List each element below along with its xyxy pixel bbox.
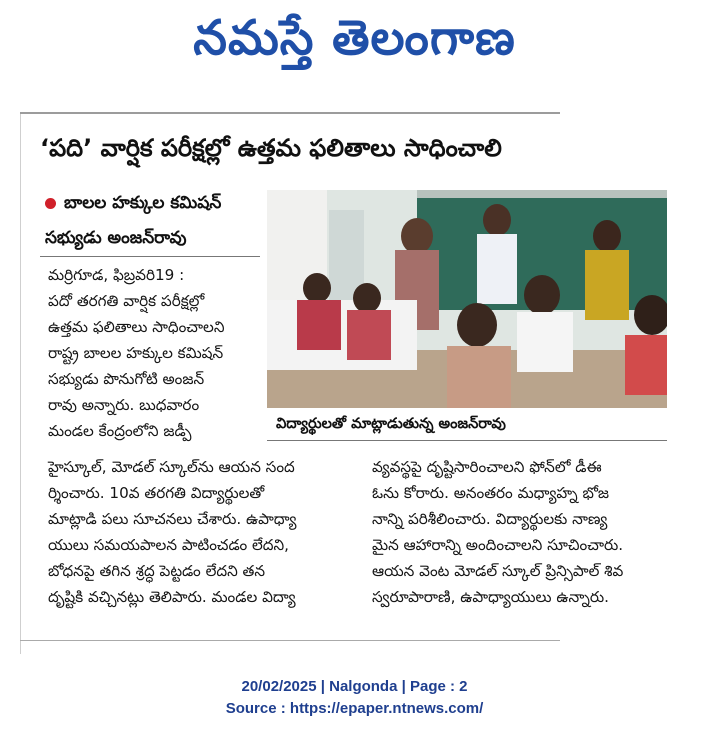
- text-line: వ్యవస్థపై దృష్టిసారించాలని ఫోన్‌లో డీఈ: [372, 458, 602, 476]
- red-bullet-icon: [45, 198, 56, 209]
- text-line: నాన్ని పరిశీలించారు. విద్యార్థులకు నాణ్య: [372, 510, 608, 528]
- text-line: మర్రిగూడ, ఫిబ్రవరి19 :: [48, 266, 185, 284]
- article-subhead-line-2: సభ్యుడు అంజన్‌రావు: [45, 228, 187, 248]
- text-line: ర్శించారు. 10వ తరగతి విద్యార్థులతో: [48, 484, 265, 502]
- article-column-2: [372, 454, 623, 610]
- newspaper-masthead: నమస్తే తెలంగాణ: [193, 10, 516, 66]
- cropped-text-fragment: [240, 655, 330, 656]
- article-column-1-bottom: [48, 454, 297, 610]
- next-article-stub: [240, 648, 330, 656]
- text-line: యులు సమయపాలన పాటించడం లేదని,: [48, 536, 289, 554]
- masthead-divider: [20, 112, 560, 114]
- text-line: బోధనపై తగిన శ్రద్ధ పెట్టడం లేదని తన: [48, 562, 266, 580]
- subhead-divider: [40, 256, 260, 257]
- text-line: మండల కేంద్రంలోని జడ్పీ: [48, 422, 192, 440]
- page-margin-line: [20, 114, 21, 654]
- text-line: హైస్కూల్, మోడల్ స్కూల్‌ను ఆయన సంద: [48, 458, 295, 476]
- text-line: మైన ఆహారాన్ని అందించాలని సూచించారు.: [372, 536, 624, 554]
- text-line: మాట్లాడి పలు సూచనలు చేశారు. ఉపాధ్యా: [48, 510, 297, 528]
- article-headline: ‘పది’ వార్షిక పరీక్షల్లో ఉత్తమ ఫలితాలు సాధించాలి: [40, 134, 502, 162]
- text-line: దృష్టికి వచ్చినట్లు తెలిపారు. మండల విద్యా: [48, 588, 296, 606]
- photo-caption: విద్యార్థులతో మాట్లాడుతున్న అంజన్‌రావు: [276, 416, 506, 432]
- text-line: ఆయన వెంట మోడల్ స్కూల్ ప్రిన్సిపాల్ శివ: [372, 562, 624, 580]
- article-column-1-top: [48, 262, 224, 444]
- text-line: పదో తరగతి వార్షిక పరీక్షల్లో: [48, 292, 205, 310]
- text-line: ఓను కోరారు. అనంతరం మధ్యాహ్న భోజ: [372, 484, 610, 502]
- footer-date-edition: 20/02/2025 | Nalgonda | Page : 2: [241, 678, 468, 695]
- text-line: రాష్ట్ర బాలల హక్కుల కమిషన్: [48, 344, 224, 362]
- text-line: సభ్యుడు పొనుగోటి అంజన్: [48, 370, 205, 388]
- caption-divider: [267, 440, 667, 441]
- classroom-photo-illustration: [267, 190, 667, 408]
- footer-source-link[interactable]: Source : https://epaper.ntnews.com/: [225, 700, 484, 717]
- text-line: ఉత్తమ ఫలితాలు సాధించాలని: [48, 318, 225, 336]
- subhead-text-1: బాలల హక్కుల కమిషన్: [64, 193, 222, 213]
- text-line: రావు అన్నారు. బుధవారం: [48, 396, 200, 414]
- article-bottom-divider: [20, 640, 560, 641]
- text-line: స్వరూపారాణి, ఉపాధ్యాయులు ఉన్నారు.: [372, 588, 609, 606]
- article-subhead-line-1: [45, 188, 221, 218]
- article-photo: [267, 190, 667, 408]
